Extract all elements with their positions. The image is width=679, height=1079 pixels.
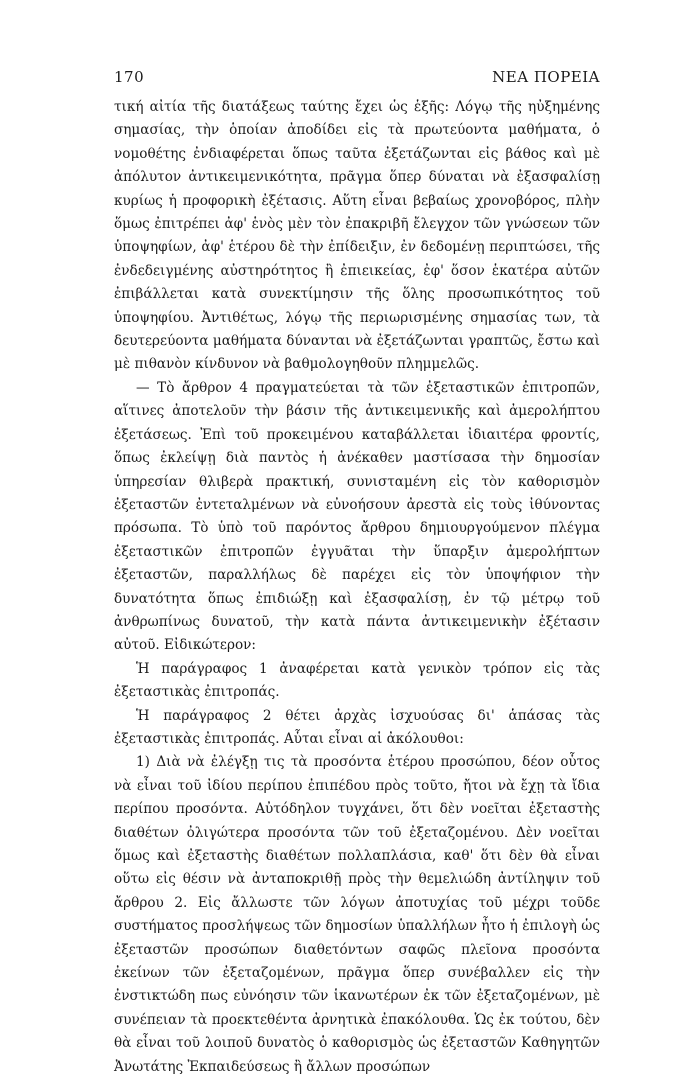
page-number: 170: [114, 68, 145, 86]
running-head: [114, 68, 600, 90]
paragraph-1: τική αἰτία τῆς διατάξεως ταύτης ἔχει ὡς ἑξῆς: Λόγῳ τῆς ηὐξημένης σημασίας, τὴν ὁποίαν ἀποδίδει εἰς τὰ πρωτεύοντα μαθήματα, ὁ νομοθέτης ἐνδιαφέρεται ὅπως ταῦτα ἐξετάζωνται εἰς βάθος καὶ μὲ ἀπόλυτον ἀντικειμενικότητα, πρᾶγμα ὅπερ δύναται νὰ ἐξασφαλίσῃ κυρίως ἡ προφορικὴ ἐξέτασις. Αὕτη εἶναι βεβαίως χρονοβόρος, πλὴν ὅμως ἐπιτρέπει ἀφ' ἑνὸς μὲν τὸν ἐπακριβῆ ἔλεγχον τῶν γνώσεων τῶν ὑποψηφίων, ἀφ' ἑτέρου δὲ τὴν ἐπίδειξιν, ἐν δεδομένῃ περιπτώσει, τῆς ἐνδεδειγμένης αὐστηρότητος ἢ ἐπιεικείας, ἐφ' ὅσον ἑκατέρα αὐτῶν ἐπιβάλλεται κατὰ συνεκτίμησιν τῆς ὅλης προσωπικότητος τοῦ ὑποψηφίου. Ἀντιθέτως, λόγῳ τῆς περιωρισμένης σημασίας των, τὰ δευτερεύοντα μαθήματα δύνανται νὰ ἐξετάζωνται γραπτῶς, ἔστω καὶ μὲ πιθανὸν κίνδυνον νὰ βαθμολογηθοῦν πλημμελῶς.: [114, 99, 600, 373]
paragraph-principle-1: 1) Διὰ νὰ ἐλέγξῃ τις τὰ προσόντα ἑτέρου προσώπου, δέον οὗτος νὰ εἶναι τοῦ ἰδίου περίπου ἐπιπέδου πρὸς τοῦτο, ἤτοι νὰ ἔχῃ τὰ ἴδια περίπου προσόντα. Αὐτόδηλον τυγχάνει, ὅτι δὲν νοεῖται ἐξεταστὴς διαθέτων ὀλιγώτερα προσόντα τῶν τοῦ ἐξεταζομένου. Δὲν νοεῖται ὅμως καὶ ἐξεταστὴς διαθέτων πολλαπλάσια, καθ' ὅτι δὲν θὰ εἶναι οὕτω εἰς θέσιν νὰ ἀνταποκριθῇ πρὸς τὴν θεμελιώδη ἀντίληψιν τοῦ ἄρθρου 2. Εἰς ἄλλωστε τῶν λόγων ἀποτυχίας τοῦ μέχρι τοῦδε συστήματος προσλήψεως τῶν δημοσίων ὑπαλλήλων ἦτο ἡ ἐπιλογὴ ὡς ἐξεταστῶν προσώπων διαθετόντων σαφῶς πλεῖονα προσόντα ἐκείνων τῶν ἐξεταζομένων, πρᾶγμα ὅπερ συνέβαλλεν εἰς τὴν ἐνστικτώδη πως εὐνόησιν τῶν ἱκανωτέρων ἐκ τῶν ἐξεταζομένων, μὲ συνέπειαν τὰ προεκτεθέντα ἀρνητικὰ ἐπακόλουθα. Ὡς ἐκ τούτου, δὲν θὰ εἶναι τοῦ λοιποῦ δυνατὸς ὁ καθορισμὸς ὡς ἐξεταστῶν Καθηγητῶν Ἀνωτάτης Ἐκπαιδεύσεως ἢ ἄλλων προσώπων: [114, 754, 600, 1075]
journal-title: ΝΕΑ ΠΟΡΕΙΑ: [492, 68, 600, 86]
body-text: [114, 96, 600, 1079]
paragraph-section-2: Ἡ παράγραφος 2 θέτει ἀρχὰς ἰσχυούσας δι' ἁπάσας τὰς ἐξεταστικὰς ἐπιτροπάς. Αὗται εἶναι αἱ ἀκόλουθοι:: [114, 707, 600, 747]
paragraph-article-4: — Τὸ ἄρθρον 4 πραγματεύεται τὰ τῶν ἐξεταστικῶν ἐπιτροπῶν, αἵτινες ἀποτελοῦν τὴν βάσιν τῆς ἀντικειμενικῆς καὶ ἀμερολήπτου ἐξετάσεως. Ἐπὶ τοῦ προκειμένου καταβάλλεται ἰδιαιτέρα φροντίς, ὅπως ἐκλείψῃ διὰ παντὸς ἡ ἀνέκαθεν μαστίσασα τὴν δημοσίαν ὑπηρεσίαν θλιβερὰ πρακτική, συνισταμένη εἰς τὸν καθορισμὸν ἐξεταστῶν ἐντεταλμένων νὰ εὐνοήσουν ἀρεστὰ εἰς τοὺς ἰθύνοντας πρόσωπα. Τὸ ὑπὸ τοῦ παρόντος ἄρθρου δημιουργούμενον πλέγμα ἐξεταστικῶν ἐπιτροπῶν ἐγγυᾶται τὴν ὕπαρξιν ἀμερολήπτων ἐξεταστῶν, παραλλήλως δὲ παρέχει εἰς τὸν ὑποψήφιον τὴν δυνατότητα ὅπως ἐπιδιώξῃ καὶ ἐξασφαλίσῃ, ἐν τῷ μέτρῳ τοῦ ἀνθρωπίνως δυνατοῦ, τὴν κατὰ πάντα ἀντικειμενικὴν ἐξέτασιν αὐτοῦ. Εἰδικώτερον:: [114, 379, 600, 654]
paragraph-section-1: Ἡ παράγραφος 1 ἀναφέρεται κατὰ γενικὸν τρόπον εἰς τὰς ἐξεταστικὰς ἐπιτροπάς.: [114, 660, 600, 701]
